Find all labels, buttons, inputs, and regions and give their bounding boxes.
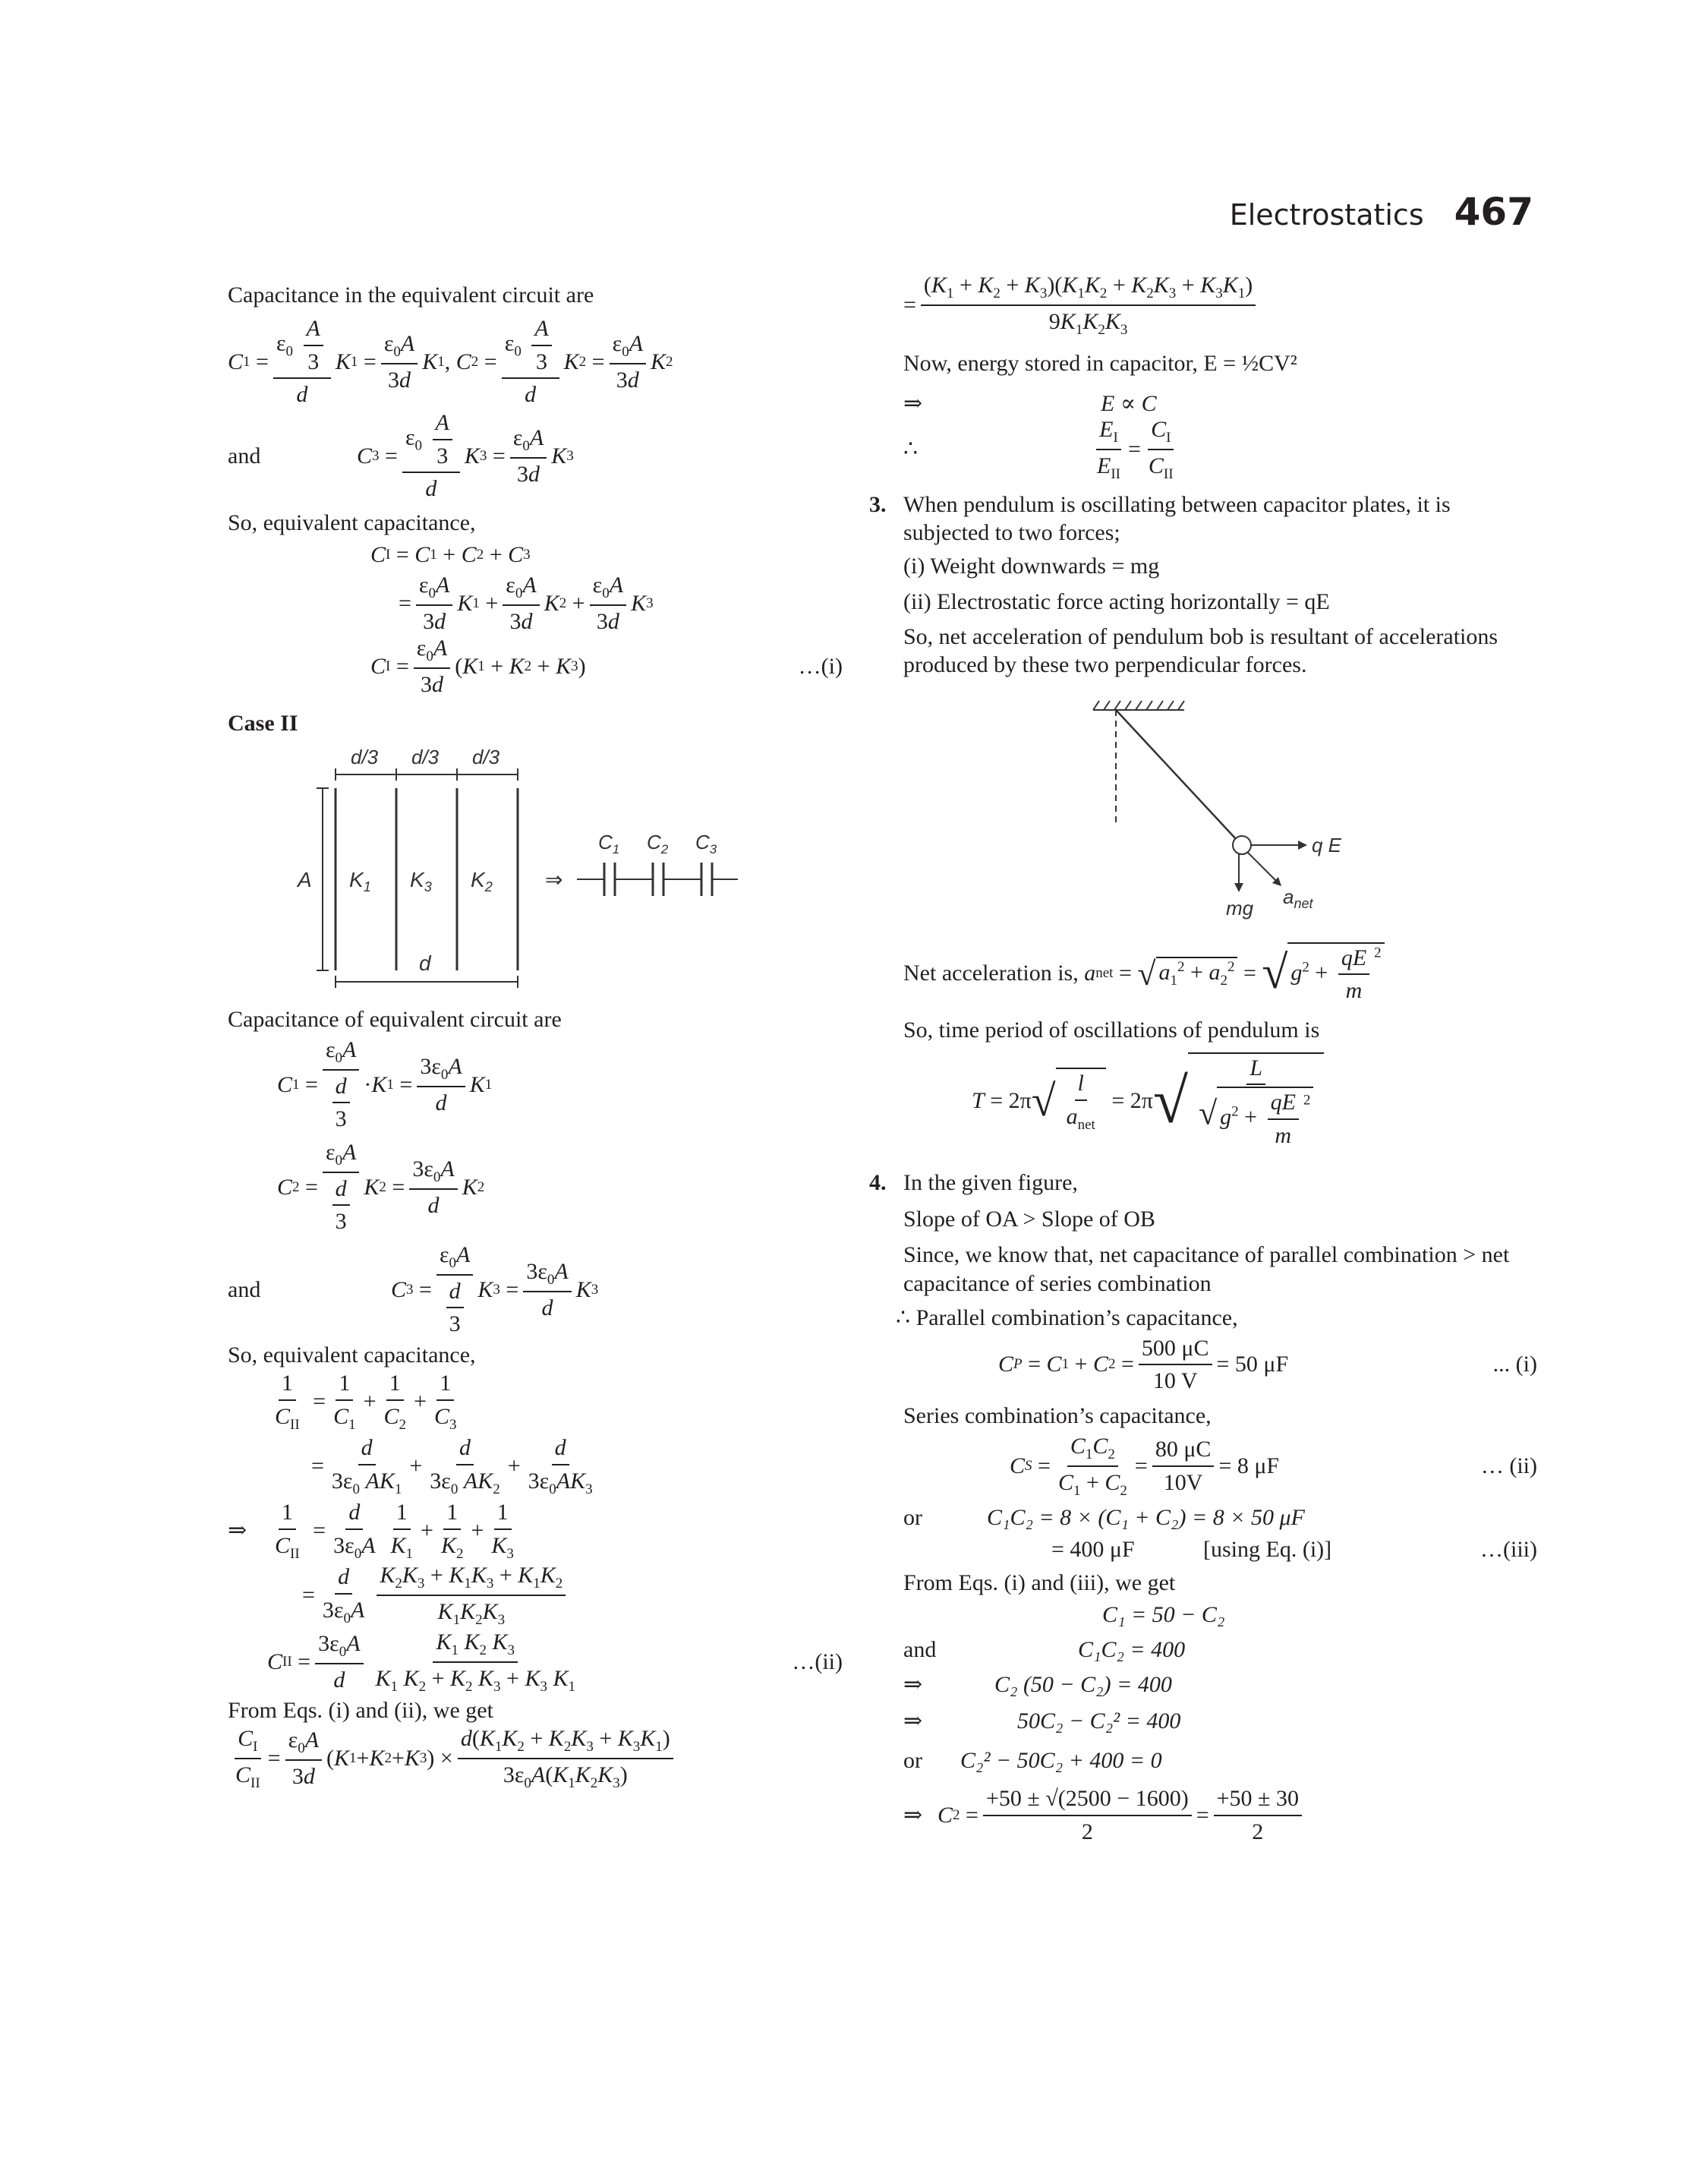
- final-num-2: +50 ± 30: [1214, 1784, 1302, 1816]
- eq-c1-c2: C 1 = $\varepsilon_0$ $\frac{A}{3}$ d K 1 = $\frac{\varepsilon_0A}{3d}$ K 1 , C 2 = $\varepsilon_0$ $\frac{A}{3}$ d K 2 = $\frac{\varepsilon_0A}{3d}$ K 2: [228, 316, 673, 408]
- right-column: [869, 273, 1537, 1850]
- dim-d3-b: d/3: [411, 745, 440, 768]
- label-c2: $C_2$: [647, 830, 669, 856]
- eq-ci-sum: C I = C 1 + C 2 + C 3: [370, 542, 531, 568]
- eq-cp: C P = C 1 + C 2 = $\frac{500 \mu C}{10 V}$ = 50 μF ... (i): [998, 1333, 1537, 1397]
- left-para-5: From Eqs. (i) and (ii), we get: [228, 1697, 493, 1723]
- page-number: 467: [1454, 190, 1533, 234]
- eq-ref-r-i: ... (i): [1492, 1352, 1537, 1377]
- item-4-line-2: Slope of OA > Slope of OB: [903, 1206, 1155, 1232]
- or-label: or: [903, 1505, 922, 1531]
- left-para-1: Capacitance in the equivalent circuit are: [228, 282, 594, 308]
- pendulum-diagram: [1070, 687, 1389, 930]
- eq-ref-r-iii: …(iii): [1480, 1537, 1537, 1563]
- page-header: [1230, 190, 1533, 234]
- item-3-line-3: (ii) Electrostatic force acting horizontally = qE: [903, 589, 1330, 614]
- and-label: and: [228, 443, 261, 468]
- item-4-line-1: In the given figure,: [903, 1170, 1078, 1195]
- left-para-2: So, equivalent capacitance,: [228, 509, 476, 535]
- implies-arrow: ⇒: [545, 867, 563, 891]
- period-eq: T = 2π √ $\frac{l}{a_{net}}$ = 2π √ L √ $g^2$ + $\frac{qE}{m}$ $^2$: [972, 1044, 1537, 1158]
- item-3-line-2: (i) Weight downwards = mg: [903, 553, 1160, 579]
- label-mg: mg: [1226, 896, 1254, 920]
- left-para-3: Capacitance of equivalent circuit are: [228, 1006, 562, 1032]
- label-k3: $K_3$: [410, 867, 432, 894]
- eq-ci-final: C I = $\frac{\varepsilon_0A}{3d}$ ( K 1 + K 2 + K 3 ) …(i): [370, 635, 843, 697]
- label-c1: $C_1$: [598, 830, 620, 856]
- cp-num: 500 μC: [1139, 1334, 1212, 1366]
- eq-ci-expanded: = $\frac{\varepsilon_0A}{3d}$ K 1 + $\frac{\varepsilon_0A}{3d}$ K 2 + $\frac{\varepsilon_0A}{3d}$ K 3: [399, 573, 654, 635]
- eq-ratio: $\frac{C_I}{C_{II}}$ = $\frac{\varepsilon_0A}{3d}$ ( K 1 + K 2 + K 3 ) × $\frac{d(K_1K_2 + K_2K_3 + K_3K_1)}{3\varepsilon_0A(K_1K_2K_3)}$: [228, 1724, 843, 1793]
- eq-ref-r-ii: … (ii): [1480, 1453, 1537, 1478]
- eq-c3-case2: and C 3 = $\frac{\varepsilon_0A}{\frac{d}{3}}$ K 3 = $\frac{3\varepsilon_0A}{d}$ K 3: [228, 1242, 599, 1337]
- cp-den: 10 V: [1152, 1368, 1198, 1393]
- item-4-number: 4.: [869, 1170, 887, 1195]
- eq-c3: and C 3 = $\varepsilon_0$ $\frac{A}{3}$ d K 3 = $\frac{\varepsilon_0A}{3d}$ K 3: [228, 410, 574, 502]
- eq-c1-case2: C 1 = $\frac{\varepsilon_0A}{\frac{d}{3}}$ · K 1 = $\frac{3\varepsilon_0A}{d}$ K 1: [277, 1037, 493, 1132]
- eq-400: = 400 μF: [1051, 1537, 1135, 1563]
- period-label: So, time period of oscillations of pendulum is: [903, 1017, 1320, 1043]
- left-column: [228, 281, 843, 1793]
- net-accel-label: Net acceleration is,: [903, 961, 1079, 986]
- eq-ratio-final: = $\frac{(K_1 + K_2 + K_3)(K_1K_2 + K_2K_3 + K_3K_1)}{9K_1K_2K_3}$: [903, 272, 1537, 339]
- final-num: +50 ± √(2500 − 1600): [983, 1784, 1192, 1816]
- eq-cii-expand: = $\frac{d}{3\varepsilon_0 AK_1}$ + $\frac{d}{3\varepsilon_0 AK_2}$ + $\frac{d}{3\varepsilon_0AK_3}$: [311, 1435, 593, 1497]
- dim-d3-a: d/3: [351, 745, 379, 768]
- from-eqs: From Eqs. (i) and (iii), we get: [903, 1570, 1176, 1595]
- and-label-2: and: [228, 1276, 261, 1302]
- eq-cii-recip: $\frac{1}{C_{II}}$ = $\frac{1}{C_1}$ + $\frac{1}{C_2}$ + $\frac{1}{C_3}$: [275, 1371, 457, 1433]
- label-anet: $a_{net}$: [1283, 885, 1313, 911]
- eq-line-5: [903, 1740, 1537, 1781]
- and-label-r: and: [903, 1636, 937, 1662]
- item-4-line-3: Since, we know that, net capacitance of parallel combination > net capacitance of series combination: [903, 1242, 1510, 1296]
- net-accel-line: Net acceleration is, a net = √ $a_1^2 + a_2^2$ = √ $g^2$ + $\frac{qE}{m}$ $^2$: [903, 938, 1537, 1010]
- ratio-energy: ∴ $\frac{E_I}{E_{II}}$ = $\frac{C_I}{C_{II}}$: [903, 416, 1174, 482]
- item-4-line-4: ∴ Parallel combination’s capacitance,: [896, 1305, 1238, 1330]
- eq-ref-i: …(i): [798, 653, 843, 679]
- eq-line-3-text: C₂ (50 − C₂) = 400: [994, 1671, 1172, 1697]
- eq-cii-factored: ⇒ $\frac{1}{C_{II}}$ = $\frac{d}{3\varepsilon_0A}$ $\frac{1}{K_1}$ + $\frac{1}{K_2}$ + $\frac{1}{K_3}$: [228, 1500, 514, 1562]
- prop-line: [903, 389, 1537, 419]
- using-eq: [using Eq. (i)]: [1203, 1537, 1332, 1563]
- eq-ref-ii: …(ii): [792, 1648, 843, 1674]
- eq-line-3: ⇒ C₂ (50 − C₂) = 400: [903, 1667, 1537, 1702]
- implies-1: ⇒: [903, 390, 923, 416]
- eq-line-4-text: 50C₂ − C₂² = 400: [1017, 1708, 1181, 1733]
- eq-final: ⇒ C 2 = $\frac{+50 \pm √(2500 - 1600)}{2}$ = $\frac{+50 \pm 30}{2}$: [903, 1781, 1537, 1850]
- case-ii-heading: Case II: [228, 711, 298, 736]
- series-label: Series combination’s capacitance,: [903, 1402, 1212, 1428]
- label-a: A: [298, 867, 312, 891]
- or-label-2: or: [903, 1747, 922, 1773]
- item-3-number: 3.: [869, 491, 887, 517]
- item-4: [869, 1169, 1537, 1333]
- cs-result: = 8 μF: [1218, 1453, 1280, 1478]
- cs-num: 80 μC: [1152, 1435, 1215, 1467]
- item-3: [869, 491, 1537, 680]
- eq-c1c2-8: C₁C₂ = 8 × (C₁ + C₂) = 8 × 50 μF: [987, 1505, 1305, 1531]
- eq-c1-50: [903, 1598, 1537, 1633]
- eq-line-4: ⇒ 50C₂ − C₂² = 400: [903, 1702, 1537, 1740]
- item-3-line-4: So, net acceleration of pendulum bob is resultant of accelerations produced by these two perpendicular forces.: [903, 623, 1498, 677]
- label-k2: $K_2$: [471, 867, 493, 894]
- cs-den: 10V: [1163, 1469, 1203, 1495]
- eq-c1-value: C₁ = 50 − C₂: [1102, 1601, 1225, 1627]
- left-para-4: So, equivalent capacitance,: [228, 1342, 476, 1368]
- final-den-2: 2: [1252, 1819, 1264, 1844]
- cp-result: = 50 μF: [1216, 1352, 1289, 1377]
- e-prop-c: E ∝ C: [1101, 390, 1157, 416]
- dielectric-series-diagram: [228, 743, 805, 1001]
- label-k1: $K_1$: [349, 867, 371, 894]
- eq-and-c1c2: [903, 1633, 1537, 1667]
- energy-line: Now, energy stored in capacitor, E = ½CV²: [903, 351, 1297, 376]
- eq-c1c2-line: [903, 1502, 1537, 1534]
- eq-cii-combined: = $\frac{d}{3\varepsilon_0A}$ $\frac{K_2K_3 + K_1K_3 + K_1K_2}{K_1K_2K_3}$: [302, 1563, 843, 1628]
- therefore-1: ∴: [903, 436, 919, 462]
- eq-cs: C S = $\frac{C_1C_2}{C_1 + C_2}$ = $\frac{80 \mu C}{10V}$ = 8 μF … (ii): [1010, 1433, 1537, 1499]
- eq-cii-final: C II = $\frac{3\varepsilon_0A}{d}$ $\frac{K_1 K_2 K_3}{K_1 K_2 + K_2 K_3 + K_3 K_1}$ …(ii): [267, 1629, 843, 1695]
- label-d: d: [419, 951, 431, 975]
- eq-line-5-text: C₂² − 50C₂ + 400 = 0: [960, 1747, 1162, 1773]
- item-3-line-1: When pendulum is oscillating between capacitor plates, it is subjected to two forces;: [903, 491, 1451, 545]
- dim-d3-c: d/3: [472, 745, 500, 768]
- section-title: Electrostatics: [1229, 198, 1424, 232]
- final-den: 2: [1081, 1819, 1093, 1844]
- label-c3: $C_3$: [695, 830, 717, 856]
- label-qe: q E: [1312, 833, 1342, 856]
- eq-c1c2-400: C₁C₂ = 400: [1078, 1636, 1186, 1662]
- eq-c2-case2: C 2 = $\frac{\varepsilon_0A}{\frac{d}{3}}$ K 2 = $\frac{3\varepsilon_0A}{d}$ K 2: [277, 1140, 485, 1235]
- eq-400-line: [903, 1534, 1537, 1566]
